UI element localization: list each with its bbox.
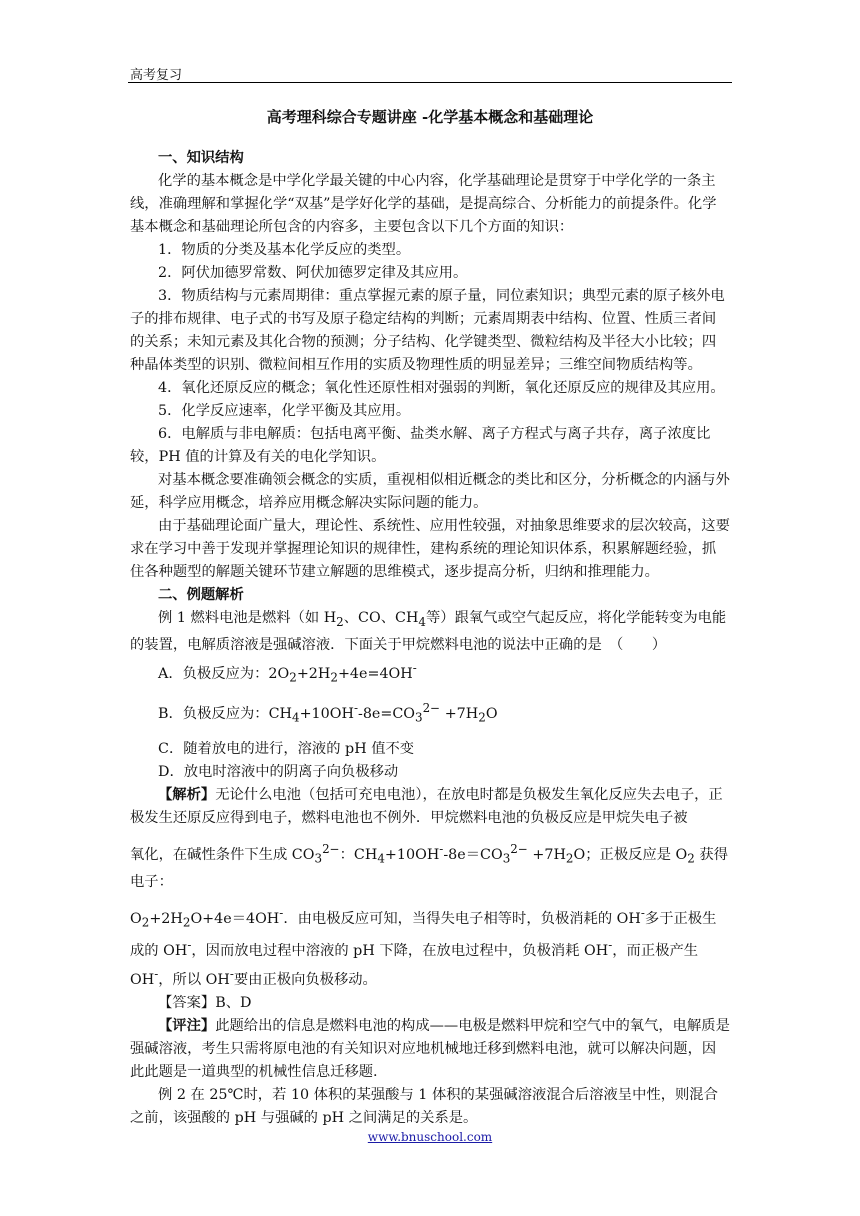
option-c: C．随着放电的进行，溶液的 pH 值不变 (158, 741, 415, 758)
option-b: B．负极反应为：$CH_4+10OH^--8e=CO_3^{2-} +7H_2O$ (158, 701, 498, 726)
comment-paragraph: 【评注】此题给出的信息是燃料电池的构成——电极是燃料甲烷和空气中的氧气，电解质是强碱溶液，考生只需将原电池的有关知识对应地机械地迁移到燃料电池，就可以解决问题，因此此题是一道典型的机械性信息迁移题. (130, 1017, 730, 1080)
footer-link[interactable]: www.bnuschool.com (367, 1130, 493, 1144)
example-2-question: 例 2 在 25℃时，若 10 体积的某强酸与 1 体积的某强碱溶液混合后溶液呈中性，则混合之前，该强酸的 pH 与强碱的 pH 之间满足的关系是。 (130, 1086, 718, 1126)
answer-line: 【答案】B、D (158, 994, 252, 1011)
document-body (130, 147, 730, 1130)
list-item: 6．电解质与非电解质：包括电离平衡、盐类水解、离子方程式与离子共存，离子浓度比较，PH 值的计算及有关的电化学知识。 (130, 426, 711, 465)
section-heading-knowledge: 一、知识结构 (158, 150, 244, 166)
section-heading-examples: 二、例题解析 (158, 587, 244, 603)
paragraph-concepts: 对基本概念要准确领会概念的实质，重视相似相近概念的类比和区分，分析概念的内涵与外延，科学应用概念，培养应用概念解决实际问题的能力。 (130, 472, 730, 511)
example-1-question: 例 1 燃料电池是燃料（如 $H_2$、CO、$CH_4$等）跟氧气或空气起反应，将化学能转变为电能的装置，电解质溶液是强碱溶液．下面关于甲烷燃料电池的说法中正确的是 （ ） (130, 610, 727, 653)
list-item: 5．化学反应速率，化学平衡及其应用。 (158, 403, 411, 419)
list-item: 2．阿伏加德罗常数、阿伏加德罗定律及其应用。 (158, 265, 468, 281)
list-item: 3．物质结构与元素周期律：重点掌握元素的原子量，同位素知识；典型元素的原子核外电子的排布规律、电子式的书写及原子稳定结构的判断；元素周期表中结构、位置、性质三者间的关系；未知元素及其化合物的预测；分子结构、化学键类型、微粒结构及半径大小比较；四种晶体类型的识别、微粒间相互作用的实质及物理性质的明显差异；三维空间物质结构等。 (130, 288, 725, 373)
option-d: D．放电时溶液中的阴离子向负极移动 (158, 764, 399, 781)
header-label: 高考复习 (130, 68, 183, 83)
list-item: 4．氧化还原反应的概念；氧化性还原性相对强弱的判断，氧化还原反应的规律及其应用。 (158, 380, 725, 396)
paragraph-intro: 化学的基本概念是中学化学最关键的中心内容，化学基础理论是贯穿于中学化学的一条主线，准确理解和掌握化学“双基”是学好化学的基础，是提高综合、分析能力的前提条件。化学基本概念和基础理论所包含的内容多，主要包含以下几个方面的知识： (130, 173, 717, 235)
analysis-conclusion: $O_2+2H_2O+4e=4OH^-$．由电极反应可知，当得失电子相等时，负极消耗的 OH-多于正极生成的 OH-，因而放电过程中溶液的 pH 下降，在放电过程中，负极消耗 OH-，而正极产生 OH-，所以 OH-要由正极向负极移动。 (130, 905, 717, 988)
paragraph-theory: 由于基础理论面广量大，理论性、系统性、应用性较强，对抽象思维要求的层次较高，这要求在学习中善于发现并掌握理论知识的规律性，建构系统的理论知识体系，积累解题经验，抓住各种题型的解题关键环节建立解题的思维模式，逐步提高分析，归纳和推理能力。 (130, 518, 730, 580)
analysis-paragraph: 【解析】无论什么电池（包括可充电电池），在放电时都是负极发生氧化反应失去电子，正极发生还原反应得到电子，燃料电池也不例外．甲烷燃料电池的负极反应是甲烷失电子被 (130, 787, 723, 827)
analysis-equation-line: 氧化，在碱性条件下生成 $CO_3^{2-}$：$CH_4+10OH^--8e=CO_3^{2-} +7H_2O$；正极反应是 $O_2$ 获得电子： (130, 842, 728, 890)
option-a: A．负极反应为：$2O_2+2H_2+4e=4OH^-$ (158, 660, 417, 685)
header-divider (128, 82, 732, 83)
document-title: 高考理科综合专题讲座 -化学基本概念和基础理论 (266, 108, 594, 126)
list-item: 1．物质的分类及基本化学反应的类型。 (158, 242, 411, 258)
